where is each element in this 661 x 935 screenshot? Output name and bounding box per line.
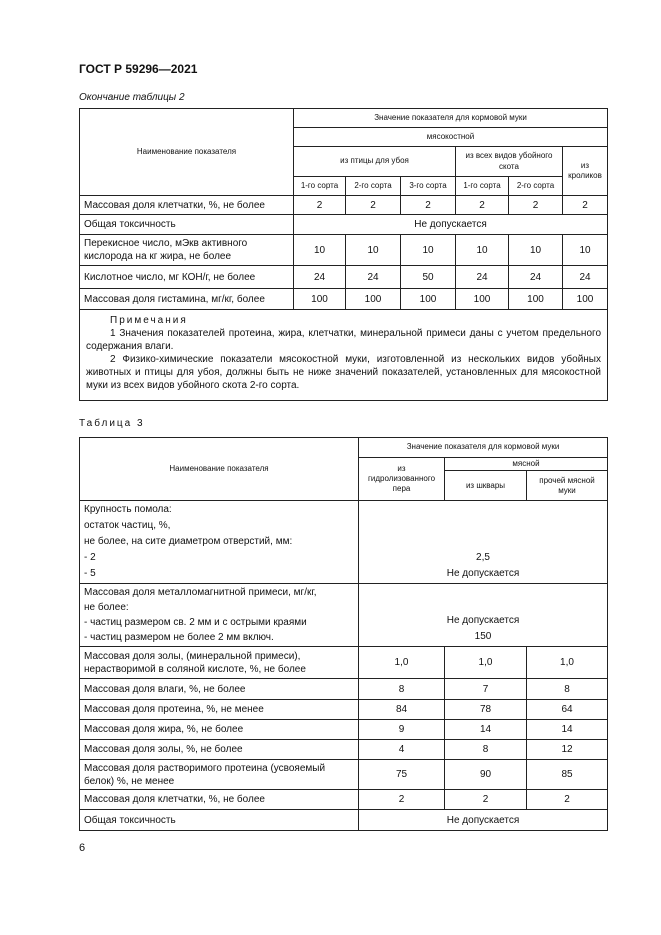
col-header-value: Значение показателя для кормовой муки [294, 109, 608, 128]
cell-value: 14 [527, 720, 608, 740]
cell-value: 2 [346, 196, 401, 215]
row-label: Массовая доля золы, (минеральной примеси), нерастворимой в соляной кислоте, %, не более [80, 647, 359, 679]
col-header-grade: 1-го сорта [294, 177, 346, 196]
cell-value: 24 [294, 266, 346, 289]
row-label: Общая токсичность [80, 810, 359, 831]
cell-value: 10 [401, 235, 456, 266]
table-row [80, 235, 608, 266]
cell-value: 150 [474, 631, 492, 643]
cell-value: 100 [456, 289, 509, 310]
table-row [80, 215, 608, 235]
cell-value: 7 [445, 679, 527, 700]
table-row [80, 196, 608, 215]
col-header-grade: 3-го сорта [401, 177, 456, 196]
col-header-grade: 2-го сорта [346, 177, 401, 196]
col-header-meatbone: мясокостной [294, 128, 608, 147]
cell-value: 8 [359, 679, 445, 700]
cell-value: 85 [527, 760, 608, 790]
table-row [80, 810, 608, 831]
table-row [80, 266, 608, 289]
col-header-feather: из гидролизованного пера [359, 458, 445, 501]
note-1: 1 Значения показателей протеина, жира, клетчатки, минеральной примеси даны с учетом предельного содержания влаги. [86, 328, 601, 352]
row-label: Массовая доля растворимого протеина (усвояемый белок) %, не менее [80, 760, 359, 790]
cell-value: 24 [456, 266, 509, 289]
col-header-rabbit: из кроликов [563, 147, 608, 196]
row-label: Перекисное число, мЭкв активного кислорода на кг жира, не более [80, 235, 294, 266]
cell-value: 8 [445, 740, 527, 760]
cell-value: 4 [359, 740, 445, 760]
col-header-name: Наименование показателя [80, 438, 359, 501]
row-text: Массовая доля металломагнитной примеси, мг/кг, не более: [84, 587, 317, 614]
cell-value: 50 [401, 266, 456, 289]
cell-value: 100 [563, 289, 608, 310]
row-label: Общая токсичность [80, 215, 294, 235]
row-label: Массовая доля протеина, %, не менее [80, 700, 359, 720]
table-row [80, 584, 608, 647]
notes-title: Примечания [110, 315, 188, 326]
table-row [80, 720, 608, 740]
cell-value: 100 [294, 289, 346, 310]
cell-value: 1,0 [359, 647, 445, 679]
col-header-grade: 2-го сорта [509, 177, 563, 196]
cell-value: Не допускается [446, 615, 520, 627]
col-header-name: Наименование показателя [80, 109, 294, 196]
cell-value: 2 [359, 790, 445, 810]
cell-value: 10 [509, 235, 563, 266]
cell-value: 78 [445, 700, 527, 720]
table-row [80, 760, 608, 790]
col-header-bird: из птицы для убоя [294, 147, 456, 177]
cell-value: Не допускается [359, 810, 608, 831]
table2-notes [80, 310, 608, 401]
table3-caption: Таблица 3 [79, 418, 145, 429]
row-label: Массовая доля клетчатки, %, не более [80, 196, 294, 215]
cell-value: 8 [527, 679, 608, 700]
row-text: Крупность помола: [84, 504, 172, 516]
cell-value: 100 [401, 289, 456, 310]
row-label: Массовая доля клетчатки, %, не более [80, 790, 359, 810]
table2-caption: Окончание таблицы 2 [79, 92, 185, 103]
cell-value: 24 [563, 266, 608, 289]
col-header-other: прочей мясной муки [527, 471, 608, 501]
row-text: остаток частиц, %, [84, 520, 171, 532]
cell-value: 1,0 [445, 647, 527, 679]
cell-value: 84 [359, 700, 445, 720]
cell-value: 100 [509, 289, 563, 310]
col-header-meat: мясной [445, 458, 608, 471]
cell-value: 24 [346, 266, 401, 289]
table-row [80, 740, 608, 760]
table-row [80, 679, 608, 700]
row-text: не более, на сите диаметром отверстий, мм: [84, 536, 293, 548]
cell-value: Не допускается [446, 568, 520, 580]
row-label: Массовая доля золы, %, не более [80, 740, 359, 760]
table-row [80, 289, 608, 310]
cell-value: Не допускается [294, 215, 608, 235]
table-row [80, 700, 608, 720]
cell-value: 2 [527, 790, 608, 810]
table-2 [79, 108, 608, 401]
cell-value: 64 [527, 700, 608, 720]
row-label: Массовая доля жира, %, не более [80, 720, 359, 740]
cell-value: 2 [445, 790, 527, 810]
col-header-cattle: из всех видов убойного скота [456, 147, 563, 177]
cell-value: 10 [294, 235, 346, 266]
cell-value: 24 [509, 266, 563, 289]
cell-value: 2 [456, 196, 509, 215]
cell-value: 9 [359, 720, 445, 740]
cell-value: 2,5 [476, 552, 490, 564]
cell-value: 10 [456, 235, 509, 266]
page-number: 6 [79, 842, 86, 854]
document-header: ГОСТ Р 59296—2021 [79, 62, 198, 76]
row-text: - частиц размером св. 2 мм и с острыми краями [84, 617, 307, 629]
cell-value: 10 [346, 235, 401, 266]
table-row [80, 647, 608, 679]
row-label: Кислотное число, мг КОН/г, не более [80, 266, 294, 289]
cell-value: 2 [401, 196, 456, 215]
table-row [80, 501, 608, 584]
cell-value: 2 [294, 196, 346, 215]
note-2: 2 Физико-химические показатели мясокостной муки, изготовленной из нескольких видов убойных животных и птицы для убоя, должны быть не ниже значений показателей, установленных для мясокостной муки из всех видов убойного скота 2-го сорта. [86, 354, 601, 391]
cell-value: 90 [445, 760, 527, 790]
col-header-skvara: из шквары [445, 471, 527, 501]
cell-value: 1,0 [527, 647, 608, 679]
row-text: - 2 [84, 552, 96, 564]
table-row [80, 790, 608, 810]
row-label: Массовая доля гистамина, мг/кг, более [80, 289, 294, 310]
row-text: - 5 [84, 568, 96, 580]
cell-value: 2 [563, 196, 608, 215]
col-header-value: Значение показателя для кормовой муки [359, 438, 608, 458]
cell-value: 10 [563, 235, 608, 266]
row-text: - частиц размером не более 2 мм включ. [84, 632, 274, 644]
row-label: Массовая доля влаги, %, не более [80, 679, 359, 700]
cell-value: 75 [359, 760, 445, 790]
cell-value: 14 [445, 720, 527, 740]
cell-value: 100 [346, 289, 401, 310]
table-3 [79, 437, 608, 831]
col-header-grade: 1-го сорта [456, 177, 509, 196]
cell-value: 12 [527, 740, 608, 760]
cell-value: 2 [509, 196, 563, 215]
